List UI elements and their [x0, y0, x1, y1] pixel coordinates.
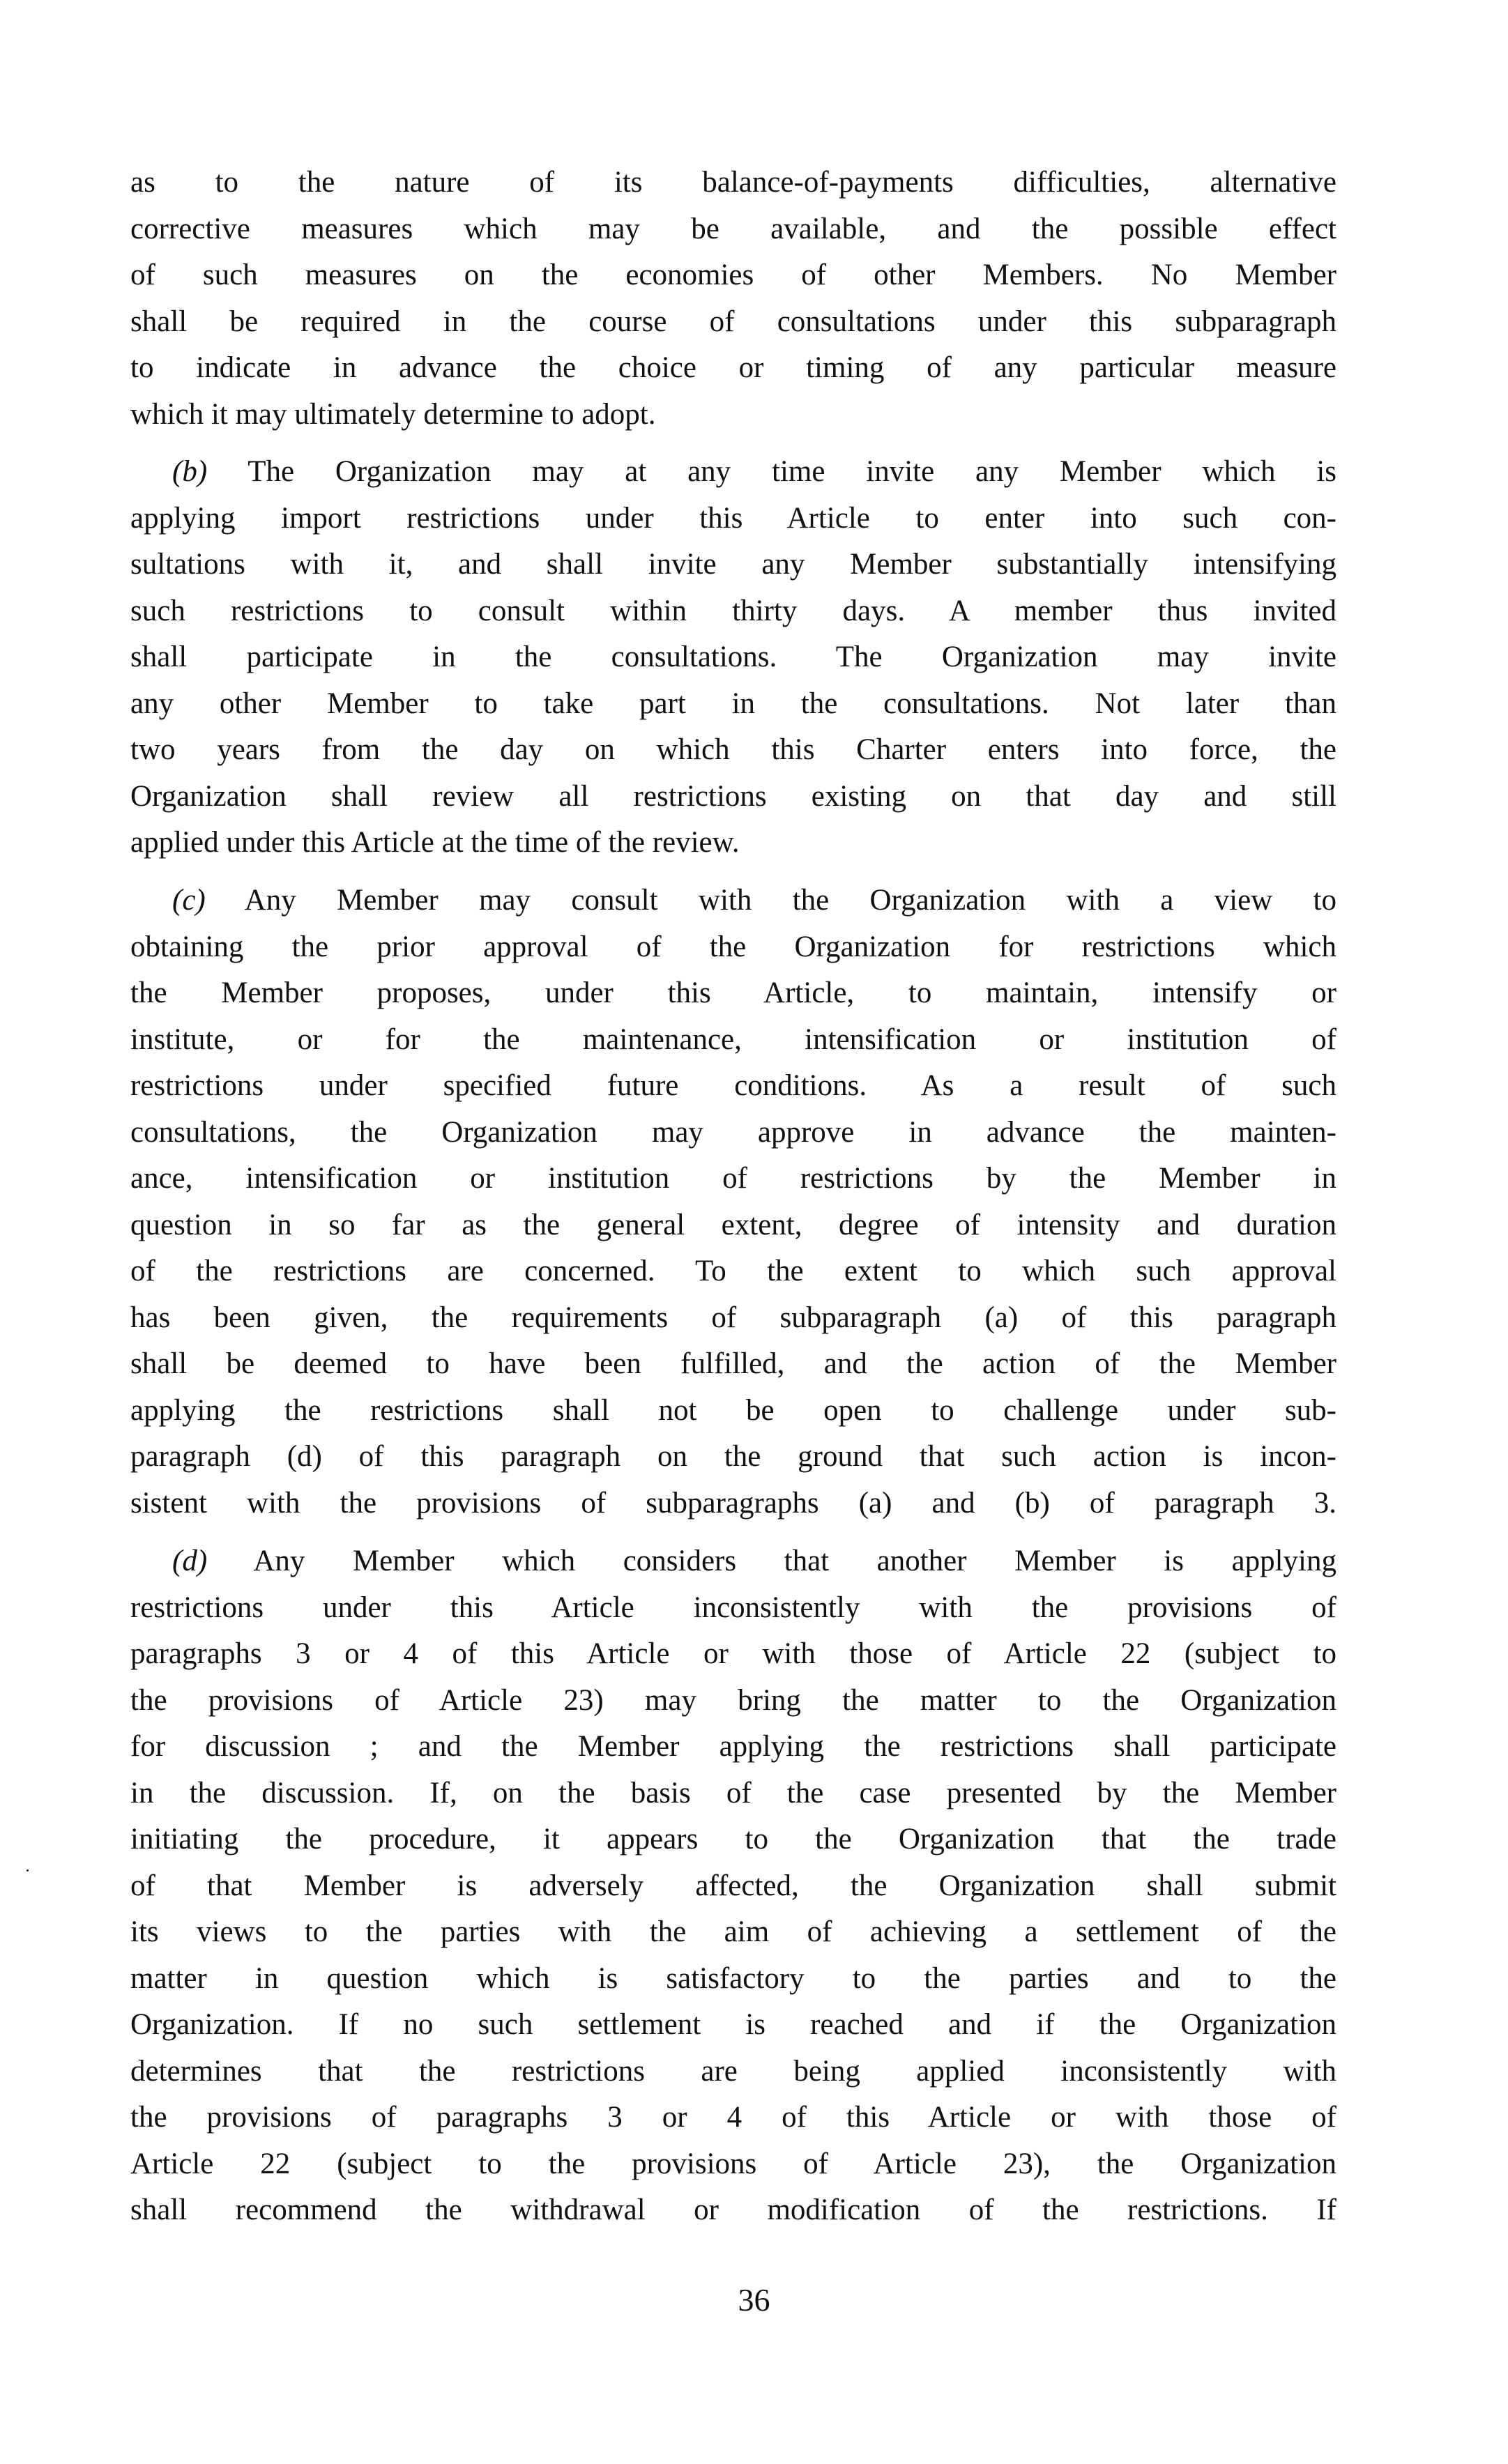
- text-line: obtaining the prior approval of the Organization for restrictions which: [130, 931, 1336, 963]
- text-line: applied under this Article at the time of the review.: [130, 826, 740, 859]
- text-line: the provisions of paragraphs 3 or 4 of this Article or with those of: [130, 2101, 1336, 2134]
- text-line: shall participate in the consultations. The Organization may invite: [130, 641, 1336, 673]
- text-line: such restrictions to consult within thirty days. A member thus invited: [130, 595, 1336, 627]
- text-line: for discussion ; and the Member applying the restrictions shall participate: [130, 1730, 1336, 1763]
- text-line: Organization. If no such settlement is reached and if the Organization: [130, 2008, 1336, 2041]
- text-line: (c) Any Member may consult with the Organization with a view to: [172, 884, 1336, 917]
- text-line: sultations with it, and shall invite any Member substantially intensifying: [130, 548, 1336, 581]
- text-line: of that Member is adversely affected, the Organization shall submit: [130, 1869, 1336, 1902]
- text-line: Article 22 (subject to the provisions of Article 23), the Organization: [130, 2148, 1336, 2180]
- scan-speck: [26, 1869, 29, 1872]
- text-line: corrective measures which may be available, and the possible effect: [130, 213, 1336, 245]
- text-line: in the discussion. If, on the basis of the case presented by the Member: [130, 1777, 1336, 1809]
- text-line: paragraphs 3 or 4 of this Article or with those of Article 22 (subject to: [130, 1637, 1336, 1670]
- text-line: (d) Any Member which considers that another Member is applying: [172, 1545, 1336, 1577]
- text-line: determines that the restrictions are being applied inconsistently with: [130, 2055, 1336, 2088]
- text-line: (b) The Organization may at any time invite any Member which is: [172, 455, 1336, 488]
- text-line: applying the restrictions shall not be open to challenge under sub-: [130, 1394, 1336, 1427]
- text-line: restrictions under this Article inconsistently with the provisions of: [130, 1591, 1336, 1624]
- text-line: shall be deemed to have been fulfilled, and the action of the Member: [130, 1347, 1336, 1380]
- text-line: as to the nature of its balance-of-payments difficulties, alternative: [130, 166, 1336, 199]
- subparagraph-label: (b): [172, 455, 208, 488]
- text-line: of such measures on the economies of other Members. No Member: [130, 259, 1336, 291]
- text-line: sistent with the provisions of subparagraphs (a) and (b) of paragraph 3.: [130, 1487, 1336, 1520]
- text-line: restrictions under specified future conditions. As a result of such: [130, 1069, 1336, 1102]
- text-line: initiating the procedure, it appears to the Organization that the trade: [130, 1823, 1336, 1855]
- text-line: two years from the day on which this Charter enters into force, the: [130, 733, 1336, 766]
- text-line: shall be required in the course of consultations under this subparagraph: [130, 305, 1336, 338]
- text-line: matter in question which is satisfactory to the parties and to the: [130, 1962, 1336, 1995]
- subparagraph-label: (d): [172, 1545, 208, 1577]
- text-line: applying import restrictions under this Article to enter into such con-: [130, 502, 1336, 535]
- text-line: question in so far as the general extent, degree of intensity and duration: [130, 1209, 1336, 1241]
- subparagraph-label: (c): [172, 884, 206, 917]
- text-line: its views to the parties with the aim of achieving a settlement of the: [130, 1915, 1336, 1948]
- text-line: of the restrictions are concerned. To the extent to which such approval: [130, 1255, 1336, 1287]
- text-line: ance, intensification or institution of restrictions by the Member in: [130, 1162, 1336, 1195]
- text-line: paragraph (d) of this paragraph on the ground that such action is incon-: [130, 1440, 1336, 1473]
- text-line: any other Member to take part in the consultations. Not later than: [130, 687, 1336, 720]
- text-line: has been given, the requirements of subparagraph (a) of this paragraph: [130, 1301, 1336, 1334]
- text-line: the provisions of Article 23) may bring the matter to the Organization: [130, 1684, 1336, 1717]
- text-line: the Member proposes, under this Article, to maintain, intensify or: [130, 977, 1336, 1009]
- text-line: institute, or for the maintenance, intensification or institution of: [130, 1023, 1336, 1056]
- page-number: 36: [738, 2282, 770, 2318]
- text-line: which it may ultimately determine to adopt.: [130, 398, 656, 431]
- text-line: shall recommend the withdrawal or modification of the restrictions. If: [130, 2194, 1336, 2226]
- text-line: Organization shall review all restrictions existing on that day and still: [130, 780, 1336, 813]
- text-line: to indicate in advance the choice or timing of any particular measure: [130, 351, 1336, 384]
- text-line: consultations, the Organization may approve in advance the mainten-: [130, 1116, 1336, 1149]
